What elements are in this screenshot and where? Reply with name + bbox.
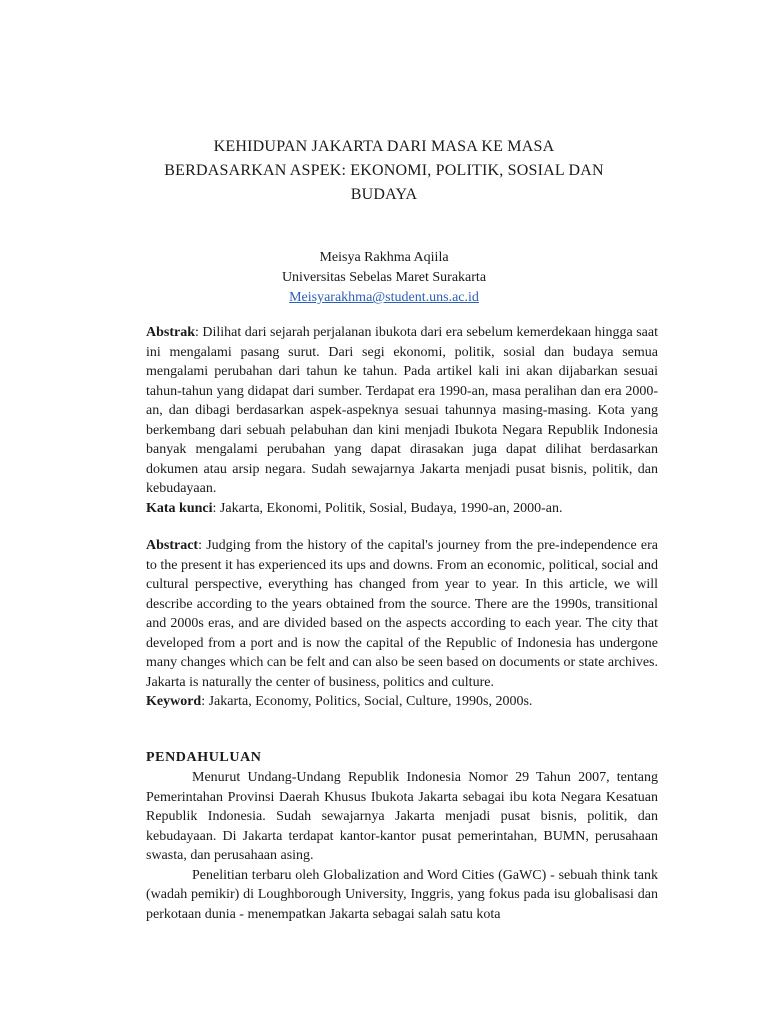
abstrak-paragraph [146,323,658,499]
kata-kunci-line [146,499,658,519]
keyword-label: Keyword [146,694,202,709]
abstrak-text: : Dilihat dari sejarah perjalanan ibukota dari era sebelum kemerdekaan hingga saat ini mengalami pasang surut. Dari segi ekonomi, politik, sosial dan budaya semua mengalami perubahan dari tahun ke tahun. Pada artikel kali ini akan dijabarkan sesuai tahun-tahun yang didapat dari sumber. Terdapat era 1990-an, masa peralihan dan era 2000-an, dan dibagi berdasarkan aspek-aspeknya sesuai tahunnya masing-masing. Kota yang berkembang dari sebuah pelabuhan dan kini menjadi Ibukota Negara Republik Indonesia banyak mengalami perubahan yang dapat dirasakan juga dapat dilihat berdasarkan dokumen atau arsip negara. Sudah sewajarnya Jakarta menjadi pusat bisnis, politik, dan kebudayaan. [146,325,658,496]
title-line-1: KEHIDUPAN JAKARTA DARI MASA KE MASA [213,138,555,155]
pendahuluan-section [146,748,658,924]
kata-kunci-label: Kata kunci [146,500,213,516]
keyword-text: : Jakarta, Economy, Politics, Social, Culture, 1990s, 2000s. [201,694,533,709]
abstract-section [146,536,658,712]
abstrak-section [146,323,658,518]
abstrak-label: Abstrak [146,325,196,340]
author-email-link[interactable]: Meisyarakhma@student.uns.ac.id [289,290,479,305]
kata-kunci-text: : Jakarta, Ekonomi, Politik, Sosial, Budaya, 1990-an, 2000-an. [212,500,563,516]
author-block [100,248,668,308]
paper-title [100,135,668,207]
keyword-line [146,692,658,712]
section-heading: PENDAHULUAN [146,750,262,765]
author-name: Meisya Rakhma Aqiila [319,250,449,265]
abstract-label: Abstract [146,538,199,553]
intro-paragraph-1: Menurut Undang-Undang Republik Indonesia Nomor 29 Tahun 2007, tentang Pemerintahan Provinsi Daerah Khusus Ibukota Jakarta sebagai ibu kota Negara Kesatuan Republik Indonesia. Sudah sewajarnya Jakarta menjadi pusat bisnis, politik, dan kebudayaan. Di Jakarta terdapat kantor-kantor pusat pemerintahan, BUMN, perusahaan swasta, dan perusahaan asing. [146,770,658,863]
title-line-3: BUDAYA [350,186,418,203]
author-affiliation: Universitas Sebelas Maret Surakarta [281,270,487,285]
intro-paragraph-2: Penelitian terbaru oleh Globalization and Word Cities (GaWC) - sebuah think tank (wadah pemikir) di Loughborough University, Inggris, yang fokus pada isu globalisasi dan perkotaan dunia - menempatkan Jakarta sebagai salah satu kota [146,867,658,922]
title-line-2: BERDASARKAN ASPEK: EKONOMI, POLITIK, SOSIAL DAN [164,162,604,179]
abstract-paragraph [146,536,658,692]
abstract-text: : Judging from the history of the capital's journey from the pre-independence era to the present it has experienced its ups and downs. From an economic, political, social and cultural perspective, everything has changed from year to year. In this article, we will describe according to the years obtained from the source. There are the 1990s, transitional and 2000s eras, and are divided based on the aspects according to each year. The city that developed from a port and is now the capital of the Republic of Indonesia has undergone many changes which can be felt and can also be seen based on documents or state archives. Jakarta is naturally the center of business, politics and culture. [146,538,658,690]
